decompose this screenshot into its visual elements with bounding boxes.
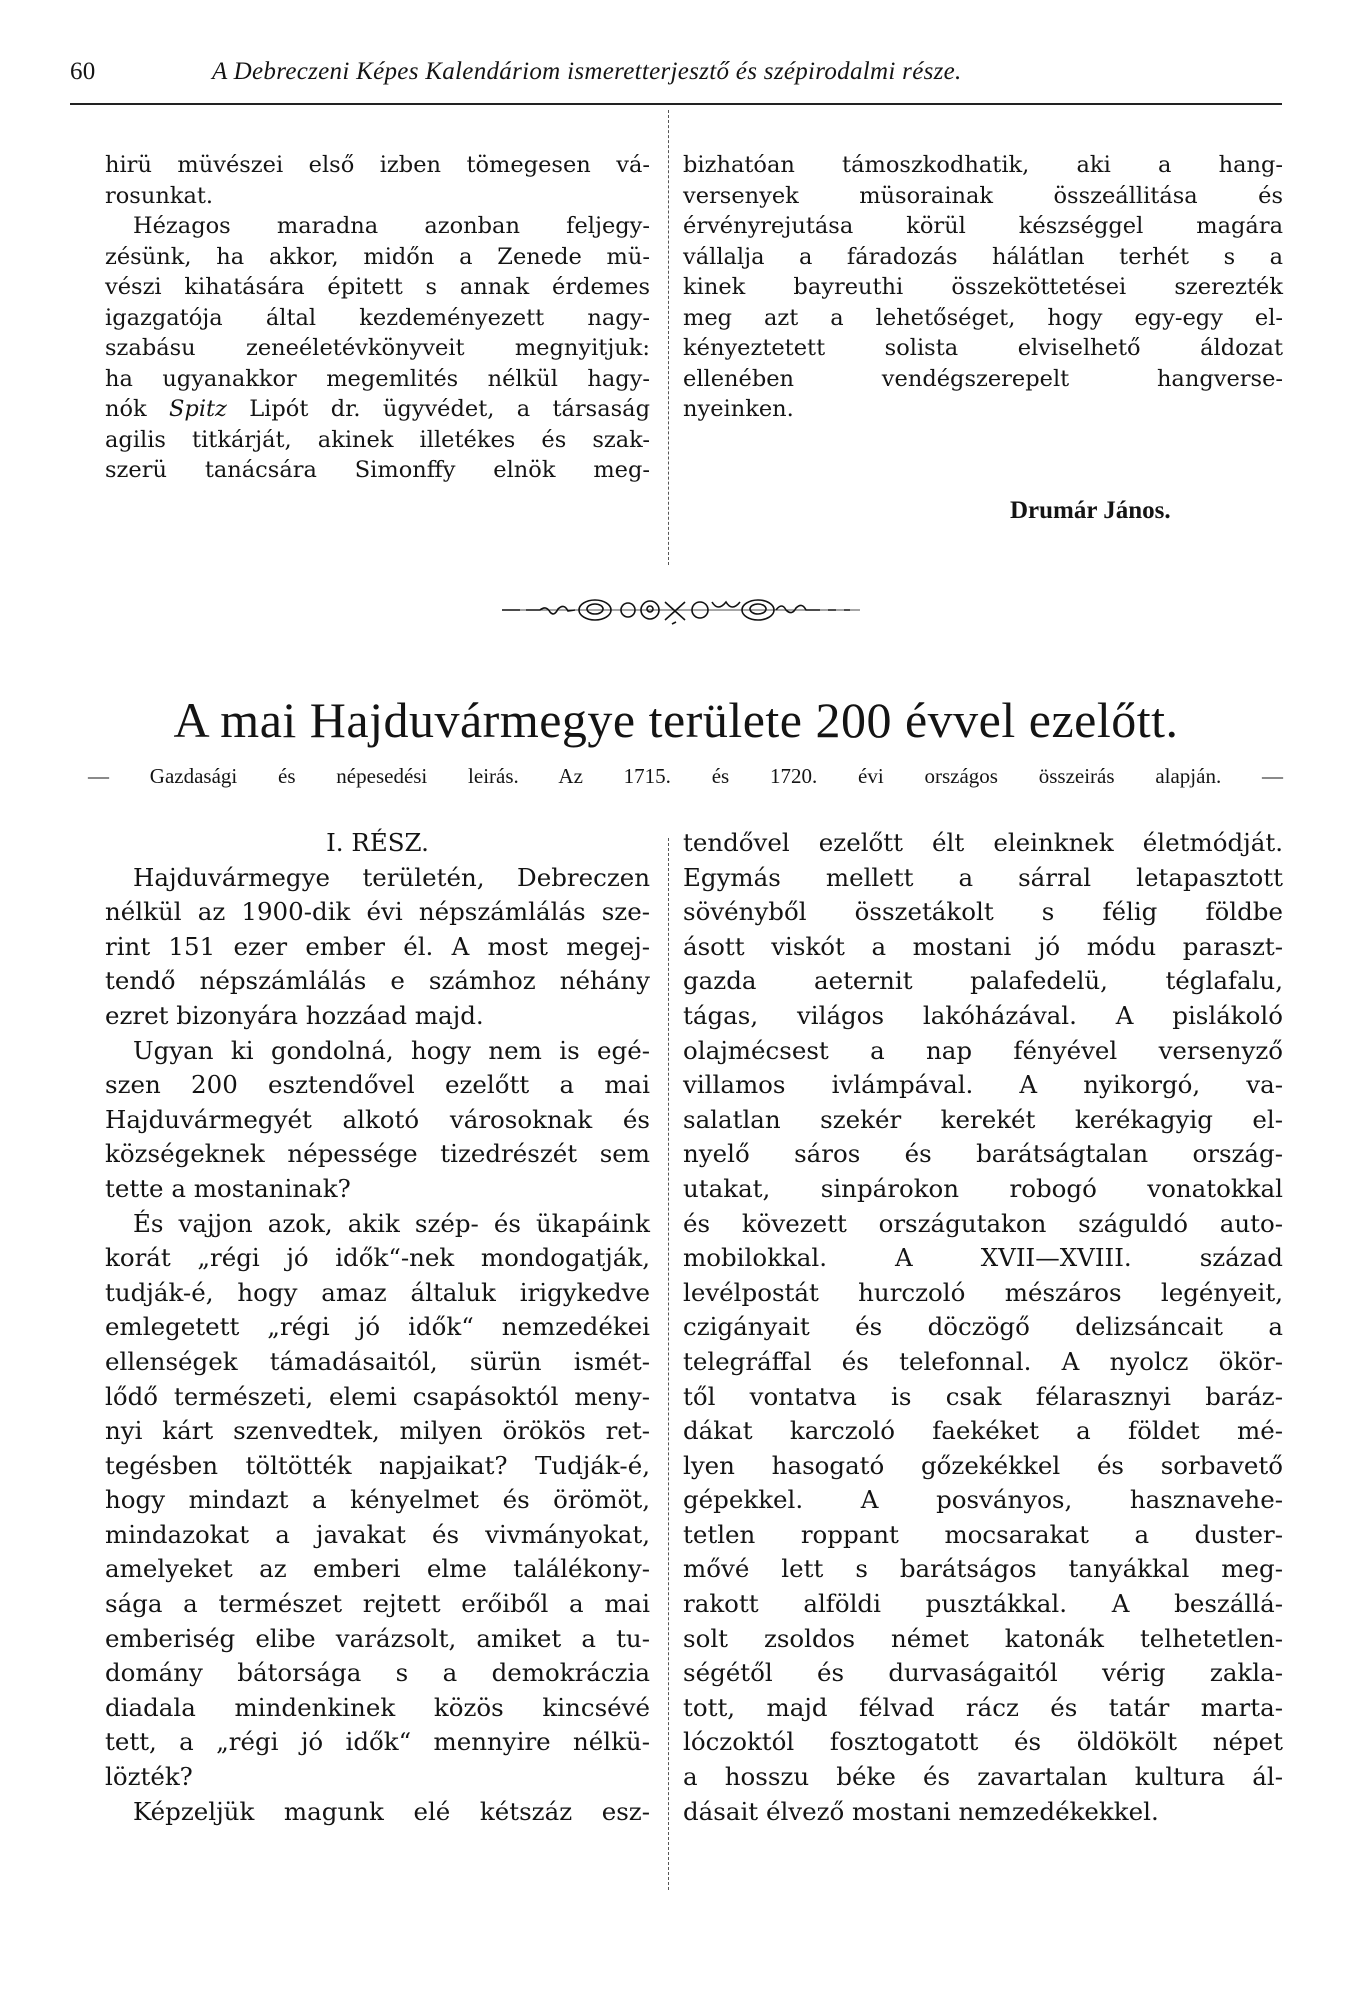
text-line: mindazokat a javakat és vivmányokat,: [105, 1519, 650, 1549]
text-line: ha ugyanakkor megemlités nélkül hagy-: [105, 365, 650, 392]
text-line: ellenségek támadásaitól, sürün ismét-: [105, 1346, 650, 1376]
text-line: utakat, sinpárokon robogó vonatokkal: [683, 1173, 1283, 1203]
text-line: telegráffal és telefonnal. A nyolcz ökör-: [683, 1346, 1283, 1376]
text-line: lődő természeti, elemi csapásoktól meny-: [105, 1381, 650, 1411]
previous-article-right-column: [683, 150, 1283, 425]
text-line: községeknek népessége tizedrészét sem: [105, 1139, 650, 1169]
text-line: mővé lett s barátságos tanyákkal meg-: [683, 1554, 1283, 1584]
italic-name: Spitz: [169, 396, 227, 422]
text-line: ségétől és durvaságaitól vérig zakla-: [683, 1658, 1283, 1688]
text-line: emberiség elibe varázsolt, amiket a tu-: [105, 1623, 650, 1653]
text-line: sága a természet rejtett erőiből a mai: [105, 1589, 650, 1619]
text-line: [105, 394, 650, 425]
text-line: czigányait és döczögő delizsáncait a: [683, 1312, 1283, 1342]
header-rule: [70, 103, 1282, 105]
text-line: rosunkat.: [105, 182, 214, 209]
text-line: agilis titkárját, akinek illetékes és szak-: [105, 426, 650, 453]
text-line: szerü tanácsára Simonffy elnök meg-: [105, 457, 650, 483]
page-number: 60: [70, 58, 96, 85]
text-line: diadala mindenkinek közös kincsévé: [105, 1692, 650, 1722]
text-line: villamos ivlámpával. A nyikorgó, va-: [683, 1070, 1283, 1100]
text-line: Egymás mellett a sárral letapasztott: [683, 862, 1283, 892]
article-left-column: [105, 826, 650, 1829]
article-title: A mai Hajduvármegye területe 200 évvel ezelőtt.: [173, 692, 1179, 748]
text-line: Hajduvármegyét alkotó városoknak és: [105, 1104, 650, 1134]
text-line: kinek bayreuthi összeköttetései szerezték: [683, 274, 1283, 300]
text-line: tett, a „régi jó idők“ mennyire nélkü-: [105, 1727, 650, 1757]
text-line: Képzeljük magunk elé kétszáz esz-: [133, 1796, 650, 1826]
text-line: nyeinken.: [683, 396, 794, 422]
running-header: [70, 58, 1300, 94]
text-line: vállalja a fáradozás hálátlan terhét s a: [683, 243, 1283, 270]
text-line: zésünk, ha akkor, midőn a Zenede mü-: [105, 243, 650, 270]
text-line: nyi kárt szenvedtek, milyen örökös ret-: [105, 1416, 650, 1446]
text-line: igazgatója által kezdeményezett nagy-: [105, 304, 650, 331]
text-line: lyen hasogató gőzekékkel és sorbavető: [683, 1450, 1283, 1480]
author-signature: Drumár János.: [1010, 497, 1171, 524]
text-line: lóczoktól fosztogatott és öldökölt népet: [683, 1727, 1283, 1757]
text-line: gépekkel. A posványos, hasznavehe-: [683, 1485, 1283, 1515]
text-line: tendő népszámlálás e számhoz néhány: [105, 966, 650, 996]
text-line: bizhatóan támoszkodhatik, aki a hang-: [683, 152, 1283, 178]
text-line: nélkül az 1900-dik évi népszámlálás sze-: [105, 897, 650, 927]
previous-article-left-column: [105, 150, 650, 486]
text-line: lözték?: [105, 1762, 193, 1792]
text-line: től vontatva is csak félarasznyi baráz-: [683, 1381, 1283, 1411]
text-line: gazda aeternit palafedelü, téglafalu,: [683, 966, 1283, 996]
text-line: tette a mostaninak?: [105, 1173, 351, 1203]
text-fragment: nók: [105, 396, 169, 422]
text-line: nyelő sáros és barátságtalan ország-: [683, 1139, 1283, 1169]
text-line: tudják-é, hogy amaz általuk irigykedve: [105, 1277, 650, 1307]
text-line: olajmécsest a nap fényével versenyző: [683, 1035, 1283, 1065]
text-line: sövényből összetákolt s félig földbe: [683, 897, 1283, 927]
text-line: a hosszu béke és zavartalan kultura ál-: [683, 1762, 1283, 1792]
text-line: vészi kihatására épitett s annak érdemes: [105, 274, 650, 300]
text-line: ásott viskót a mostani jó módu paraszt-: [683, 931, 1283, 961]
text-line: solt zsoldos német katonák telhetetlen-: [683, 1623, 1283, 1653]
text-line: És vajjon azok, akik szép- és ükapáink: [133, 1208, 650, 1238]
text-fragment: Lipót dr. ügyvédet, a társaság: [226, 396, 650, 422]
section-label: I. RÉSZ.: [326, 828, 429, 857]
text-line: emlegetett „régi jó idők“ nemzedékei: [105, 1312, 650, 1342]
text-line: hirü müvészei első izben tömegesen vá-: [105, 152, 650, 178]
text-line: kényeztetett solista elviselhető áldozat: [683, 335, 1283, 361]
text-line: rint 151 ezer ember él. A most megej-: [105, 931, 650, 961]
text-line: szen 200 esztendővel ezelőtt a mai: [105, 1070, 650, 1100]
text-line: Hézagos maradna azonban feljegy-: [133, 213, 650, 239]
text-line: korát „régi jó idők“-nek mondogatják,: [105, 1243, 650, 1273]
text-line: mobilokkal. A XVII—XVIII. század: [683, 1243, 1283, 1273]
text-line: ezret bizonyára hozzáad majd.: [105, 1000, 484, 1030]
text-line: tetlen roppant mocsarakat a duster-: [683, 1519, 1283, 1549]
text-line: hogy mindazt a kényelmet és örömöt,: [105, 1485, 650, 1515]
text-line: érvényrejutása körül készséggel magára: [683, 213, 1283, 239]
decorative-scroll-divider-icon: [500, 598, 860, 628]
text-line: dásait élvező mostani nemzedékekkel.: [683, 1796, 1159, 1826]
text-line: levélpostát hurczoló mészáros legényeit,: [683, 1277, 1283, 1307]
article-subtitle: — Gazdasági és népesedési leirás. Az 1715. és 1720. évi országos összeirás alapján. —: [88, 764, 1283, 788]
text-line: és kövezett országutakon száguldó auto-: [683, 1208, 1283, 1238]
text-line: salatlan szekér kerekét kerékagyig el-: [683, 1104, 1283, 1134]
article-right-column: [683, 826, 1283, 1829]
text-line: tegésben töltötték napjaikat? Tudják-é,: [105, 1450, 650, 1480]
text-line: tott, majd félvad rácz és tatár marta-: [683, 1692, 1283, 1722]
text-line: Ugyan ki gondolná, hogy nem is egé-: [133, 1035, 650, 1065]
running-title: A Debreczeni Képes Kalendáriom ismeretterjesztő és szépirodalmi része.: [212, 58, 962, 85]
text-line: dákat karczoló faekéket a földet mé-: [683, 1416, 1283, 1446]
text-line: rakott alföldi pusztákkal. A beszállá-: [683, 1589, 1283, 1619]
text-line: szabásu zeneéletévkönyveit megnyitjuk:: [105, 335, 650, 361]
column-divider-top: [668, 110, 669, 565]
text-line: ellenében vendégszerepelt hangverse-: [683, 365, 1283, 392]
text-line: tendővel ezelőtt élt eleinknek életmódját.: [683, 828, 1283, 857]
text-line: domány bátorsága s a demokráczia: [105, 1658, 650, 1688]
text-line: meg azt a lehetőséget, hogy egy-egy el-: [683, 304, 1283, 331]
text-line: tágas, világos lakóházával. A pislákoló: [683, 1000, 1283, 1030]
column-divider-bottom: [668, 838, 669, 1890]
text-line: versenyek müsorainak összeállitása és: [683, 182, 1283, 209]
text-line: Hajduvármegye területén, Debreczen: [133, 862, 650, 892]
text-line: amelyeket az emberi elme találékony-: [105, 1554, 650, 1584]
